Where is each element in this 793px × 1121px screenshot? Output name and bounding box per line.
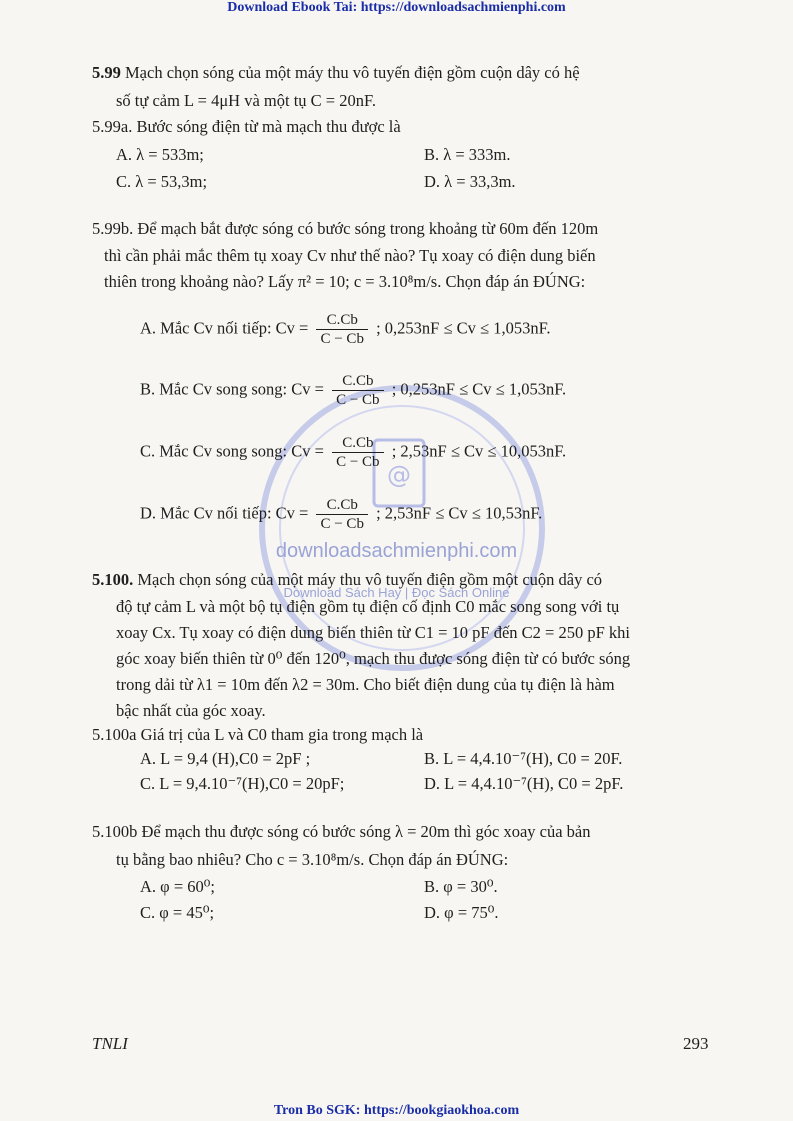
q5100-line2: độ tự cảm L và một bộ tụ điện gồm tụ điện cố định C0 mắc song song với tụ	[116, 597, 620, 616]
q599a-option-b: B. λ = 333m.	[424, 145, 511, 164]
q599a-option-c: C. λ = 53,3m;	[116, 172, 208, 191]
q5100b-line1: 5.100b Để mạch thu được sóng có bước sóng λ = 20m thì góc xoay của bản	[92, 822, 591, 841]
fraction-denominator: C − Cb	[332, 452, 383, 471]
q599b-option-a	[140, 311, 551, 348]
q5100-line4: góc xoay biến thiên từ 0⁰ đến 120⁰, mạch thu được sóng điện từ có bước sóng	[116, 649, 631, 668]
q5100-number: 5.100.	[92, 570, 134, 589]
q599a-title: 5.99a. Bước sóng điện từ mà mạch thu được là	[92, 117, 401, 136]
q599a-option-d: D. λ = 33,3m.	[424, 172, 516, 191]
fraction-denominator: C − Cb	[332, 390, 383, 409]
footer-download-link[interactable]: Tron Bo SGK: https://bookgiaokhoa.com	[273, 1103, 520, 1118]
q5100-line1-text: Mạch chọn sóng của một máy thu vô tuyến điện gồm một cuộn dây có	[133, 570, 603, 589]
q5100a-option-d: D. L = 4,4.10⁻⁷(H), C0 = 2pF.	[424, 774, 624, 793]
q5100-line5: trong dải từ λ1 = 10m đến λ2 = 30m. Cho biết điện dung của tụ điện là hàm	[116, 675, 615, 694]
option-b-suffix: ; 0,253nF ≤ Cv ≤ 1,053nF.	[391, 379, 567, 399]
q599b-option-d	[140, 496, 542, 533]
q599b-line1: 5.99b. Để mạch bắt được sóng có bước sóng trong khoảng từ 60m đến 120m	[92, 219, 599, 238]
footer-series-label: TNLI	[92, 1034, 128, 1053]
option-d-prefix: D. Mắc Cv nối tiếp: Cv =	[140, 503, 309, 523]
svg-text:@: @	[387, 461, 411, 489]
q5100b-option-d: D. φ = 75⁰.	[424, 903, 499, 922]
q599b-option-b	[140, 372, 566, 409]
page-number: 293	[683, 1034, 709, 1053]
q599-line1	[92, 63, 580, 83]
q599b-line2: thì cần phải mắc thêm tụ xoay Cv như thế nào? Tụ xoay có điện dung biến	[104, 246, 596, 265]
q5100-line1	[92, 570, 602, 590]
q599b-option-c	[140, 434, 566, 471]
fraction-denominator: C − Cb	[316, 329, 367, 348]
q599a-option-a: A. λ = 533m;	[116, 145, 204, 164]
option-a-prefix: A. Mắc Cv nối tiếp: Cv =	[140, 318, 309, 338]
q5100-line3: xoay Cx. Tụ xoay có điện dung biến thiên từ C1 = 10 pF đến C2 = 250 pF khi	[116, 623, 630, 642]
watermark-tagline-text: Download Sách Hay | Đọc Sách Online	[283, 585, 510, 600]
option-b-fraction	[332, 372, 383, 409]
q5100a-option-a: A. L = 9,4 (H),C0 = 2pF ;	[140, 749, 311, 768]
fraction-numerator: C.Cb	[342, 435, 374, 451]
watermark-site-text: downloadsachmienphi.com	[275, 540, 518, 562]
q5100a-title: 5.100a Giá trị của L và C0 tham gia trong mạch là	[92, 725, 424, 744]
q5100b-option-b: B. φ = 30⁰.	[424, 877, 498, 896]
option-a-suffix: ; 0,253nF ≤ Cv ≤ 1,053nF.	[376, 318, 551, 338]
option-c-fraction	[332, 434, 383, 471]
fraction-numerator: C.Cb	[326, 497, 358, 513]
q599-line1-text: Mạch chọn sóng của một máy thu vô tuyến điện gồm cuộn dây có hệ	[120, 63, 580, 82]
q5100-line6: bậc nhất của góc xoay.	[116, 701, 266, 720]
q5100b-line2: tụ bằng bao nhiêu? Cho c = 3.10⁸m/s. Chọn đáp án ĐÚNG:	[116, 850, 509, 869]
fraction-denominator: C − Cb	[316, 514, 367, 533]
q5100b-option-c: C. φ = 45⁰;	[140, 903, 215, 922]
q5100a-option-b: B. L = 4,4.10⁻⁷(H), C0 = 20F.	[424, 749, 623, 768]
option-c-suffix: ; 2,53nF ≤ Cv ≤ 10,053nF.	[391, 441, 567, 461]
option-a-fraction	[316, 311, 367, 348]
option-b-prefix: B. Mắc Cv song song: Cv =	[140, 379, 324, 399]
fraction-numerator: C.Cb	[326, 312, 358, 328]
q5100b-option-a: A. φ = 60⁰;	[140, 877, 215, 896]
header-download-link[interactable]: Download Ebook Tai: https://downloadsachmienphi.com	[227, 0, 566, 15]
fraction-numerator: C.Cb	[342, 373, 374, 389]
q599-number: 5.99	[92, 63, 121, 82]
option-d-fraction	[316, 496, 367, 533]
option-d-suffix: ; 2,53nF ≤ Cv ≤ 10,53nF.	[376, 503, 543, 523]
option-c-prefix: C. Mắc Cv song song: Cv =	[140, 441, 324, 461]
q5100a-option-c: C. L = 9,4.10⁻⁷(H),C0 = 20pF;	[140, 774, 345, 793]
q599b-line3: thiên trong khoảng nào? Lấy π² = 10; c = 3.10⁸m/s. Chọn đáp án ĐÚNG:	[104, 272, 586, 291]
q599-line2: số tự cảm L = 4μH và một tụ C = 20nF.	[116, 91, 376, 110]
